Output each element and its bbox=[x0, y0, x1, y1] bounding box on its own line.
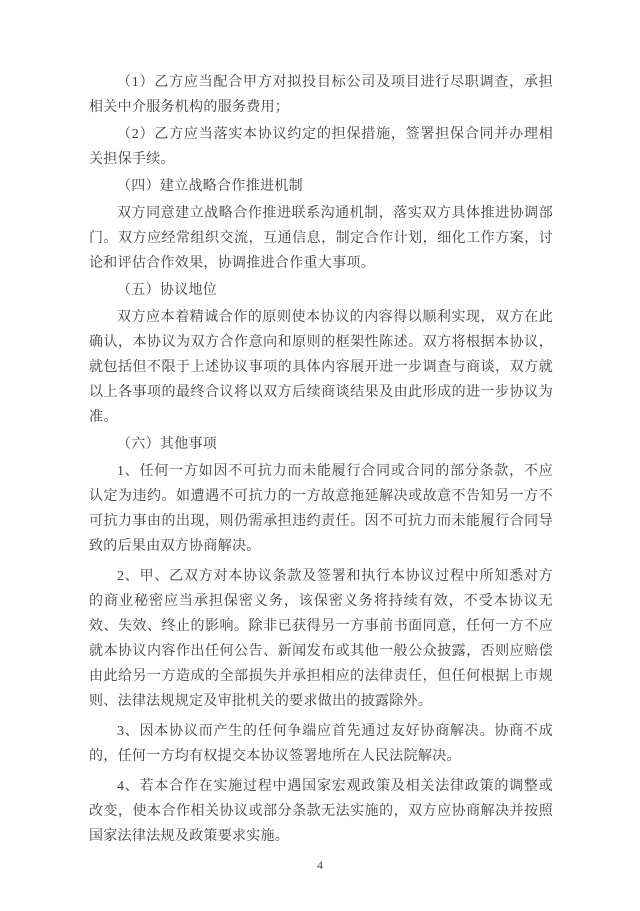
clause-item-2: （2）乙方应当落实本协议约定的担保措施，签署担保合同并办理相关担保手续。 bbox=[89, 127, 553, 167]
section-heading-5: （五）协议地位 bbox=[117, 283, 218, 298]
other-item-4: 4、若本合作在实施过程中遇国家宏观政策及相关法律政策的调整或改变，使本合作相关协议或部分条款无法实施的，双方应协商解决并按照国家法律法规及政策要求实施。 bbox=[89, 779, 553, 844]
section-4-body: 双方同意建立战略合作推进联系沟通机制，落实双方具体推进协调部门。双方应经常组织交流，互通信息，制定合作计划，细化工作方案，讨论和评估合作效果，协调推进合作重大事项。 bbox=[89, 206, 553, 271]
clause-item-1: （1）乙方应当配合甲方对拟投目标公司及项目进行尽职调查，承担相关中介服务机构的服务费用； bbox=[89, 75, 553, 115]
page-number: 4 bbox=[317, 858, 323, 872]
section-5-body: 双方应本着精诚合作的原则使本协议的内容得以顺利实现，双方在此确认，本协议为双方合作意向和原则的框架性陈述。双方将根据本协议，就包括但不限于上述协议事项的具体内容展开进一步调查与商谈，双方就以上各事项的最终合议将以双方后续商谈结果及由此形成的进一步协议为准。 bbox=[89, 310, 553, 425]
other-item-2: 2、甲、乙双方对本协议条款及签署和执行本协议过程中所知悉对方的商业秘密应当承担保密义务，该保密义务将持续有效，不受本协议无效、失效、终止的影响。除非已获得另一方事前书面同意，任何一方不应就本协议内容作出任何公告、新闻发布或其他一般公众披露，否则应赔偿由此给另一方造成的全部损失并承担相应的法律责任，但任何根据上市规则、法律法规规定及审批机关的要求做出的披露除外。 bbox=[89, 569, 553, 709]
section-heading-4: （四）建立战略合作推进机制 bbox=[117, 179, 303, 194]
other-item-1: 1、任何一方如因不可抗力而未能履行合同或合同的部分条款，不应认定为违约。如遭遇不可抗力的一方故意拖延解决或故意不告知另一方不可抗力事由的出现，则仍需承担违约责任。因不可抗力而未能履行合同导致的后果由双方协商解决。 bbox=[89, 464, 553, 554]
other-item-3: 3、因本协议而产生的任何争端应首先通过友好协商解决。协商不成的，任何一方均有权提交本协议签署地所在人民法院解决。 bbox=[89, 724, 553, 764]
section-heading-6: （六）其他事项 bbox=[117, 437, 218, 452]
